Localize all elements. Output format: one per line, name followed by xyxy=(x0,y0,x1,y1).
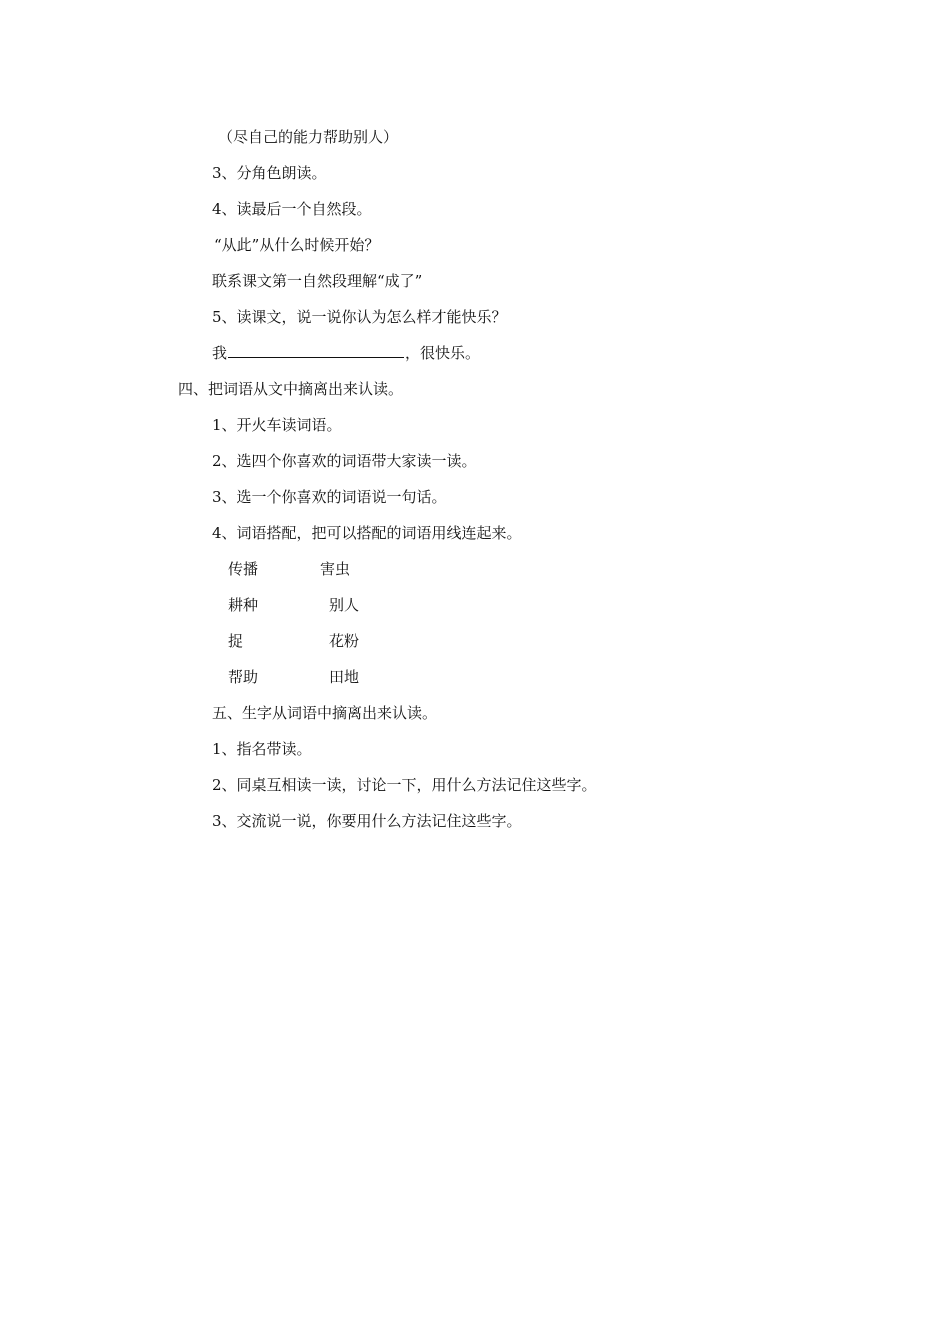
match-word-left: 传播 xyxy=(228,560,259,578)
section-heading: 四、把词语从文中摘离出来认读。 xyxy=(178,380,404,398)
answer-blank xyxy=(228,343,404,358)
list-item: 4、词语搭配，把可以搭配的词语用线连起来。 xyxy=(212,524,522,542)
match-word-left: 耕种 xyxy=(228,596,259,614)
text-line: “从此”从什么时候开始？ xyxy=(214,236,380,254)
match-word-right: 田地 xyxy=(329,668,360,686)
list-item: 1、开火车读词语。 xyxy=(212,416,342,434)
list-item: 2、选四个你喜欢的词语带大家读一读。 xyxy=(212,452,477,470)
text-line: 3、分角色朗读。 xyxy=(212,164,327,182)
match-word-left: 帮助 xyxy=(228,668,259,686)
list-item: 3、交流说一说，你要用什么方法记住这些字。 xyxy=(212,812,522,830)
list-item: 3、选一个你喜欢的词语说一句话。 xyxy=(212,488,447,506)
match-word-right: 害虫 xyxy=(320,560,351,578)
match-word-right: 花粉 xyxy=(329,632,360,650)
fill-in-prefix: 我 xyxy=(212,344,228,362)
match-word-left: 捉 xyxy=(228,632,244,650)
text-line: 5、读课文，说一说你认为怎么样才能快乐？ xyxy=(212,308,507,326)
text-line: 联系课文第一自然段理解“成了” xyxy=(212,272,423,290)
fill-in-line xyxy=(212,343,480,363)
fill-in-suffix: ，很快乐。 xyxy=(405,344,481,362)
section-heading: 五、生字从词语中摘离出来认读。 xyxy=(212,704,438,722)
text-line: 4、读最后一个自然段。 xyxy=(212,200,372,218)
list-item: 2、同桌互相读一读，讨论一下，用什么方法记住这些字。 xyxy=(212,776,597,794)
list-item: 1、指名带读。 xyxy=(212,740,312,758)
match-word-right: 别人 xyxy=(329,596,360,614)
text-line: （尽自己的能力帮助别人） xyxy=(218,128,399,146)
